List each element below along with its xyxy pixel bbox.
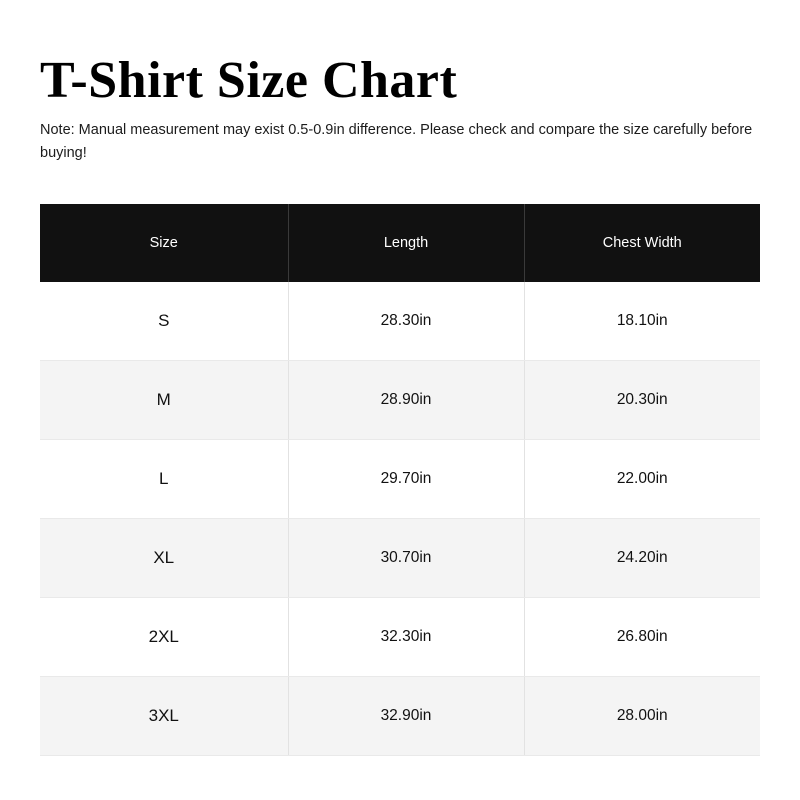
- cell-length: 29.70in: [288, 440, 524, 519]
- cell-size: 2XL: [40, 598, 288, 677]
- cell-length: 28.30in: [288, 282, 524, 361]
- cell-length: 30.70in: [288, 519, 524, 598]
- size-chart-table-wrapper: [40, 204, 760, 756]
- table-header-row: [40, 204, 760, 282]
- cell-size: 3XL: [40, 677, 288, 756]
- table-row: [40, 519, 760, 598]
- column-header-length: Length: [288, 204, 524, 282]
- cell-length: 32.90in: [288, 677, 524, 756]
- table-row: [40, 598, 760, 677]
- cell-chest-width: 28.00in: [524, 677, 760, 756]
- column-header-size: Size: [40, 204, 288, 282]
- cell-chest-width: 18.10in: [524, 282, 760, 361]
- cell-length: 32.30in: [288, 598, 524, 677]
- column-header-chest-width: Chest Width: [524, 204, 760, 282]
- cell-chest-width: 22.00in: [524, 440, 760, 519]
- table-body: [40, 282, 760, 756]
- page-title: T-Shirt Size Chart: [40, 52, 458, 109]
- size-chart-table: [40, 204, 760, 756]
- cell-length: 28.90in: [288, 361, 524, 440]
- cell-size: XL: [40, 519, 288, 598]
- table-row: [40, 677, 760, 756]
- table-row: [40, 440, 760, 519]
- cell-size: M: [40, 361, 288, 440]
- cell-chest-width: 20.30in: [524, 361, 760, 440]
- table-row: [40, 361, 760, 440]
- cell-chest-width: 26.80in: [524, 598, 760, 677]
- cell-size: S: [40, 282, 288, 361]
- cell-chest-width: 24.20in: [524, 519, 760, 598]
- measurement-note: Note: Manual measurement may exist 0.5-0.9in difference. Please check and compare the size carefully before buying!: [40, 122, 753, 161]
- table-row: [40, 282, 760, 361]
- table-header: [40, 204, 760, 282]
- cell-size: L: [40, 440, 288, 519]
